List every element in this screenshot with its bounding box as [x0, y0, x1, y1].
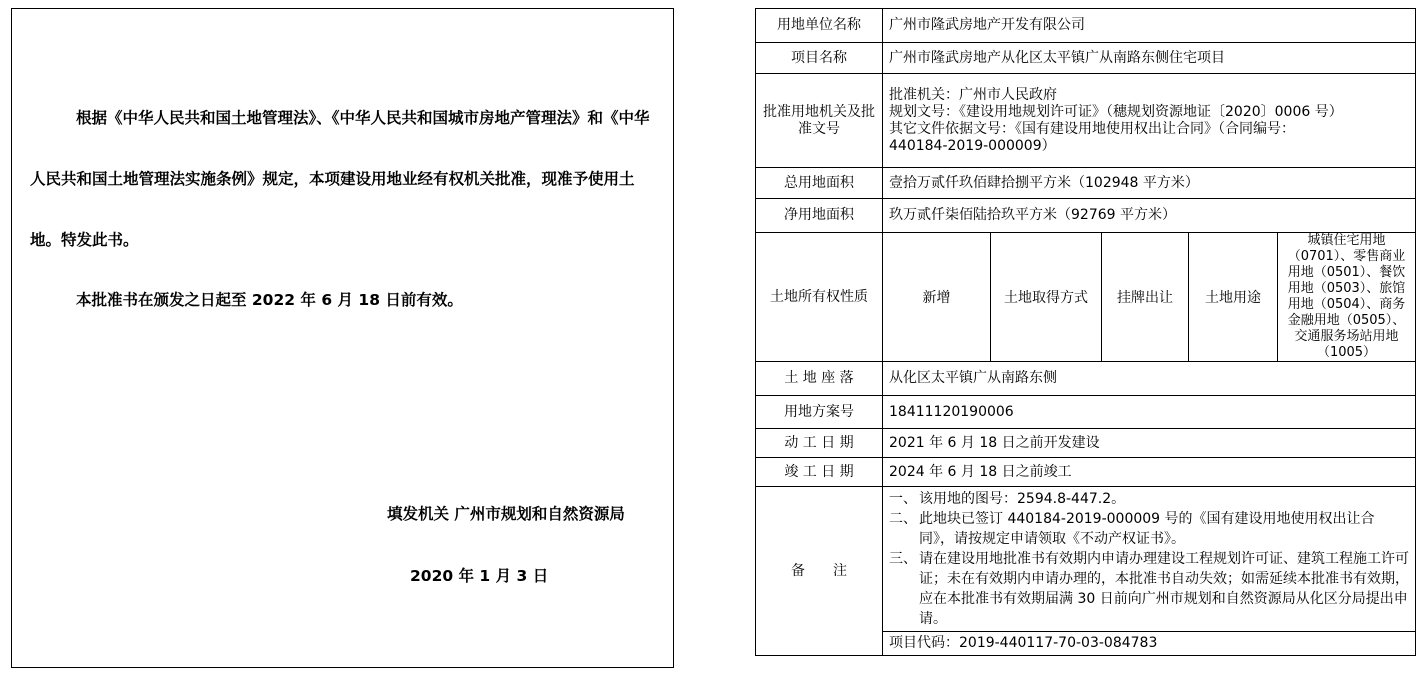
row-net-area — [756, 199, 1416, 233]
remark-number: 一、 — [889, 491, 917, 507]
land-approval-table — [755, 8, 1416, 656]
total-area-label: 总用地面积 — [756, 168, 883, 199]
approval-line: 其它文件依据文号：《国有建设用地使用权出让合同》（合同编号： — [889, 120, 1295, 137]
remarks-value — [883, 487, 1416, 632]
remark-text: 此地块已签订 440184-2019-000009 号的《国有建设用地使用权出让合同》，请按规定申请领取《不动产权证书》。 — [919, 511, 1375, 547]
ownership-label: 土地所有权性质 — [756, 233, 883, 362]
project-code: 项目代码：2019-440117-70-03-084783 — [883, 632, 1416, 656]
approval-value — [883, 74, 1416, 168]
remarks-label: 备 注 — [756, 487, 883, 656]
unit-value: 广州市隆武房地产开发有限公司 — [883, 9, 1416, 43]
row-location — [756, 362, 1416, 396]
remark-text: 请在建设用地批准书有效期内申请办理建设工程规划许可证、建筑工程施工许可证；未在有效期内申请办理的，本批准书自动失效；如需延续本批准书有效期，应在本批准书有效期届满 30 日前向广州市规划和自然资源局从化区分局提出申请。 — [919, 551, 1409, 627]
row-remarks — [756, 487, 1416, 632]
remark-text: 该用地的图号：2594.8-447.2。 — [919, 491, 1126, 507]
total-area-value: 壹拾万贰仟玖佰肆拾捌平方米（102948 平方米） — [883, 168, 1416, 199]
row-finish-date — [756, 458, 1416, 487]
location-value: 从化区太平镇广从南路东侧 — [883, 362, 1416, 396]
remark-item — [889, 509, 1409, 549]
acquire-label: 土地取得方式 — [991, 233, 1102, 362]
finish-value: 2024 年 6 月 18 日之前竣工 — [883, 458, 1416, 487]
row-land-nature — [756, 233, 1416, 362]
approval-label: 批准用地机关及批准文号 — [756, 74, 883, 168]
unit-label: 用地单位名称 — [756, 9, 883, 43]
start-label: 动 工 日 期 — [756, 429, 883, 458]
remark-number: 三、 — [889, 551, 917, 567]
row-approval — [756, 74, 1416, 168]
plan-no-label: 用地方案号 — [756, 396, 883, 429]
project-label: 项目名称 — [756, 43, 883, 74]
approval-line: 批准机关：广州市人民政府 — [889, 86, 1057, 103]
location-label: 土 地 座 落 — [756, 362, 883, 396]
acquire-value: 挂牌出让 — [1102, 233, 1189, 362]
use-label: 土地用途 — [1189, 233, 1278, 362]
row-total-area — [756, 168, 1416, 199]
start-value: 2021 年 6 月 18 日之前开发建设 — [883, 429, 1416, 458]
plan-no-value: 18411120190006 — [883, 396, 1416, 429]
approval-line: 规划文号：《建设用地规划许可证》（穗规划资源地证〔2020〕0006 号） — [889, 103, 1343, 120]
project-value: 广州市隆武房地产从化区太平镇广从南路东侧住宅项目 — [883, 43, 1416, 74]
row-plan-no — [756, 396, 1416, 429]
validity-paragraph: 本批准书在颁发之日起至 2022 年 6 月 18 日前有效。 — [76, 291, 463, 309]
net-area-label: 净用地面积 — [756, 199, 883, 233]
issuing-authority: 填发机关 广州市规划和自然资源局 — [387, 505, 625, 523]
statement-paragraph: 根据《中华人民共和国土地管理法》、《中华人民共和国城市房地产管理法》和《中华人民共和国土地管理法实施条例》规定，本项建设用地业经有权机关批准，现准予使用土地。特发此书。 — [30, 109, 650, 249]
issue-date: 2020 年 1 月 3 日 — [410, 567, 549, 585]
remark-item — [889, 549, 1409, 629]
net-area-value: 玖万贰仟柒佰陆拾玖平方米（92769 平方米） — [883, 199, 1416, 233]
approval-line: 440184-2019-000009） — [889, 137, 1056, 154]
remark-item — [889, 489, 1409, 509]
finish-label: 竣 工 日 期 — [756, 458, 883, 487]
remark-number: 二、 — [889, 511, 917, 527]
use-value: 城镇住宅用地（0701）、零售商业用地（0501）、餐饮用地（0503）、旅馆用地（0504）、商务金融用地（0505）、交通服务场站用地（1005） — [1278, 233, 1416, 362]
row-start-date — [756, 429, 1416, 458]
row-project — [756, 43, 1416, 74]
row-unit — [756, 9, 1416, 43]
approval-statement-panel — [11, 8, 674, 668]
ownership-value: 新增 — [883, 233, 991, 362]
